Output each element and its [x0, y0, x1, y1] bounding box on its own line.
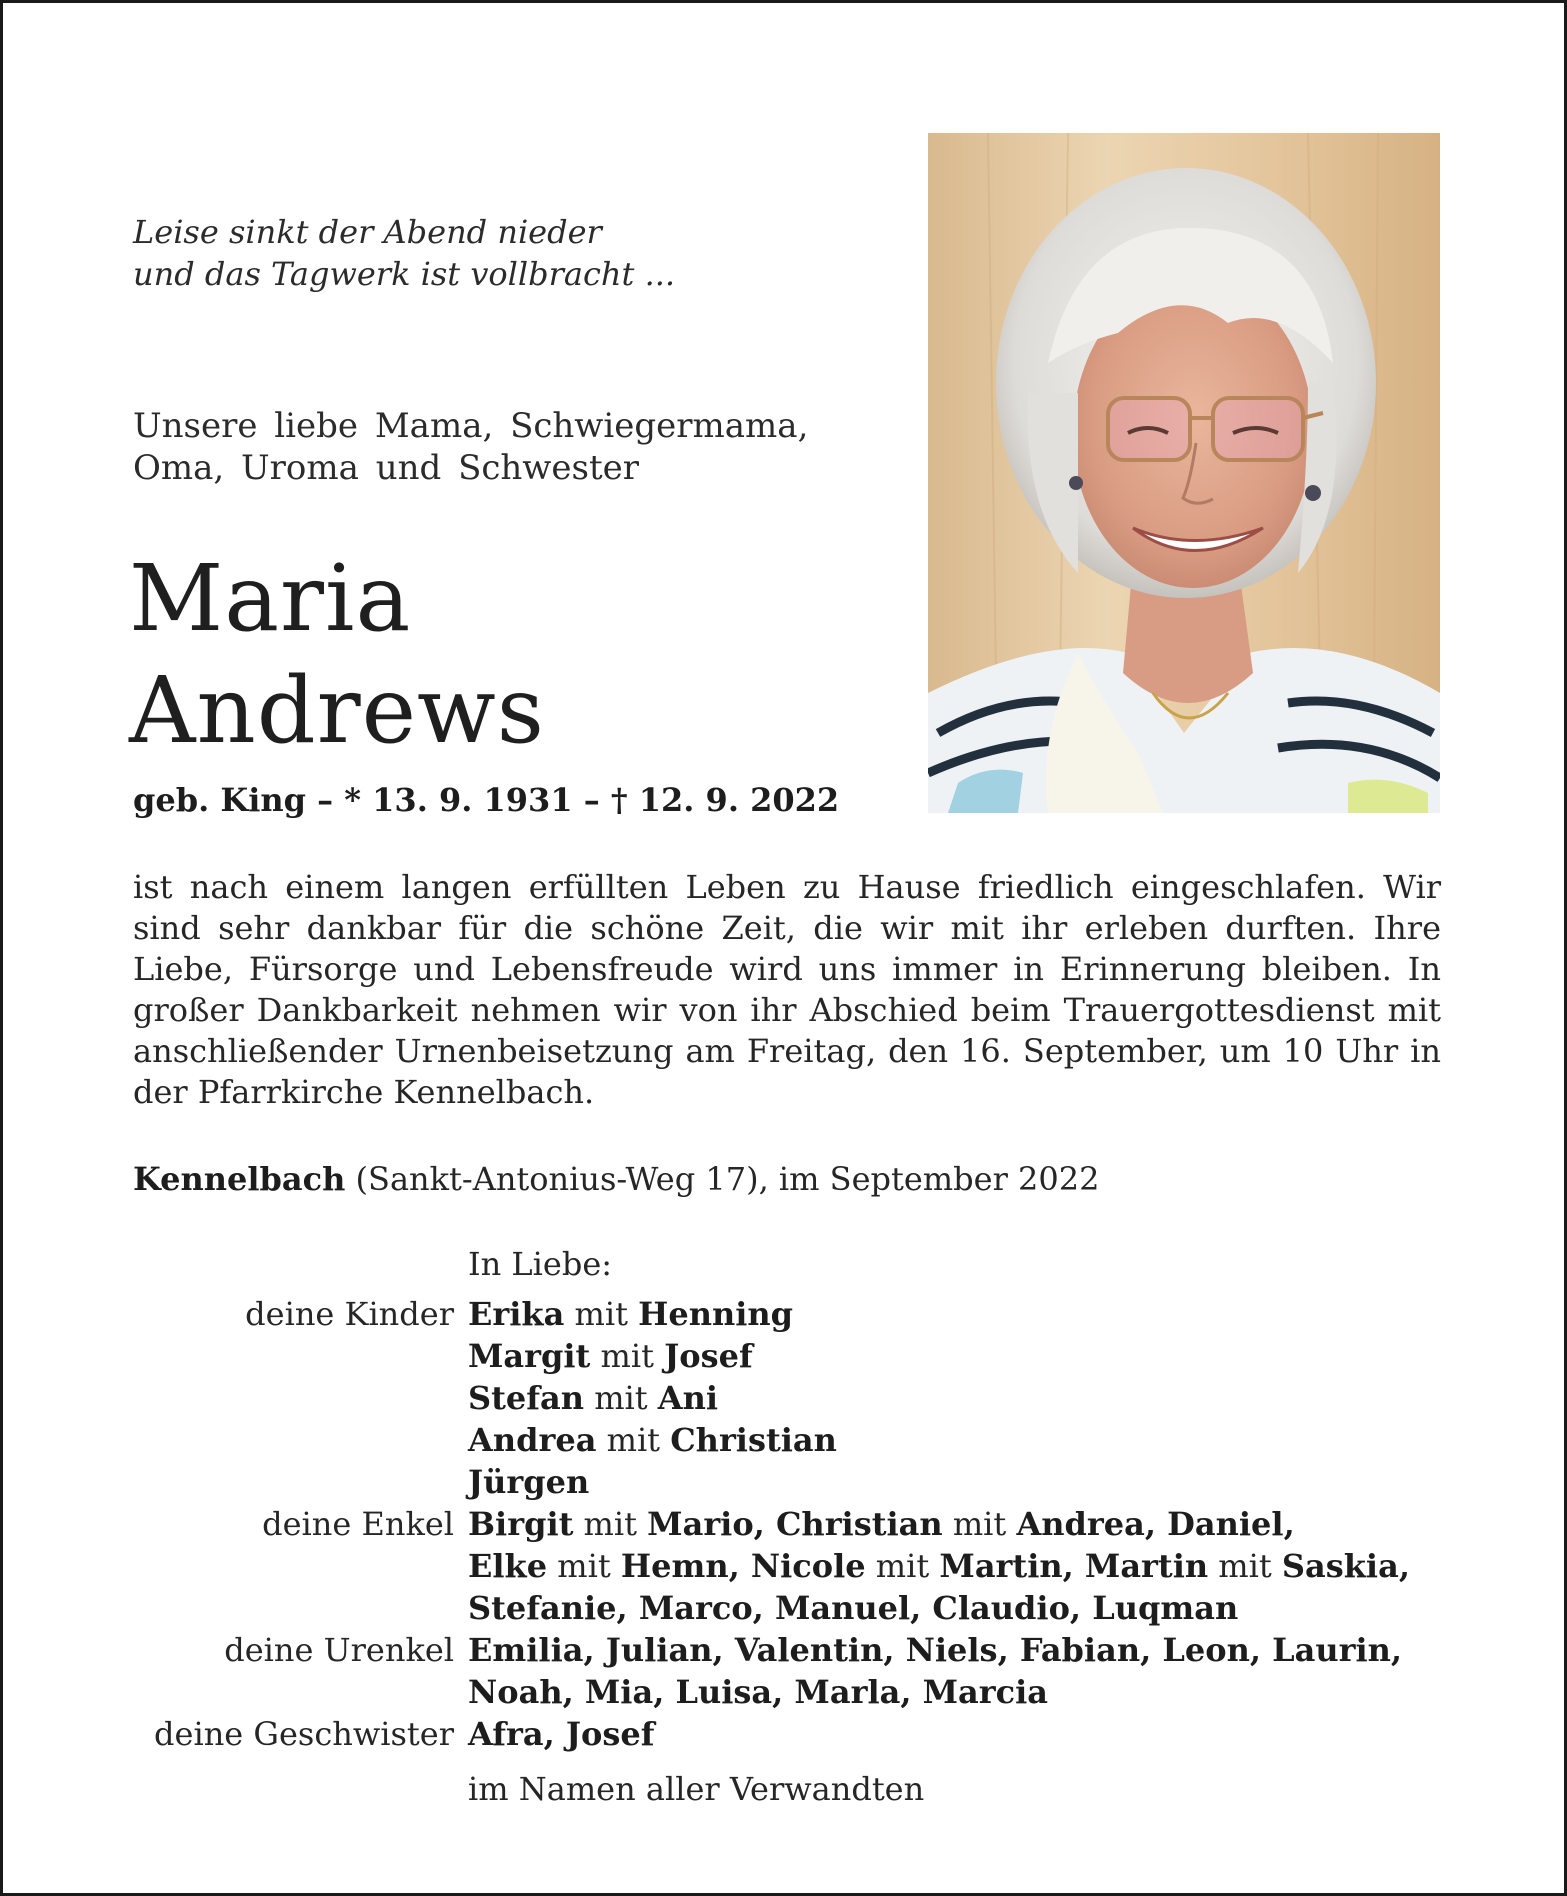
family-group: [3, 1293, 1567, 1503]
relative-name: Noah, Mia, Luisa, Marla, Marcia: [468, 1673, 1048, 1711]
obituary-body: ist nach einem langen erfüllten Leben zu Hause friedlich eingeschlafen. Wir sind sehr dankbar für die schöne Zeit, die wir mit ihr erleben durften. Ihre Liebe, Fürsorge und Lebensfreude wird uns immer in Erinnerung bleiben. In großer Dankbarkeit nehmen wir von ihr Abschied beim Trauergottesdienst mit anschließender Urnenbeisetzung am Freitag, den 16. September, um 10 Uhr in der Pfarrkirche Kennelbach.: [133, 868, 1441, 1111]
connector-text: mit: [590, 1337, 665, 1375]
family-group-label: deine Urenkel: [224, 1631, 454, 1669]
connector-text: mit: [573, 1505, 648, 1543]
connector-text: mit: [584, 1379, 658, 1417]
family-name-line: [468, 1671, 1528, 1713]
relative-name: Erika: [468, 1295, 565, 1333]
family-group-names: [468, 1629, 1528, 1713]
relative-name: Margit: [468, 1337, 591, 1375]
family-name-line: [468, 1629, 1528, 1671]
family-name-line: [468, 1545, 1528, 1587]
family-group-label: deine Kinder: [245, 1295, 454, 1333]
relative-name: Emilia, Julian, Valentin, Niels, Fabian, Leon, Laurin,: [468, 1631, 1403, 1669]
portrait-photo: [928, 133, 1440, 813]
intro-line: Oma, Uroma und Schwester: [133, 448, 640, 488]
intro-line: Unsere liebe Mama, Schwiegermama,: [133, 406, 809, 446]
relative-name: Jürgen: [468, 1463, 590, 1501]
place-address-date: (Sankt-Antonius-Weg 17), im September 2022: [345, 1160, 1100, 1198]
relative-name: Andrea: [468, 1421, 597, 1459]
family-name-line: [468, 1713, 1528, 1755]
connector-text: mit: [942, 1505, 1017, 1543]
relative-name: Stefan: [468, 1379, 585, 1417]
family-group-label: deine Geschwister: [154, 1715, 454, 1753]
family-name-line: [468, 1293, 1528, 1335]
intro-text: [133, 405, 808, 489]
relative-name: Stefanie, Marco, Manuel, Claudio, Luqman: [468, 1589, 1239, 1627]
connector-text: mit: [547, 1547, 621, 1585]
first-name: Maria: [129, 545, 412, 652]
poem-line: Leise sinkt der Abend nieder: [133, 213, 602, 251]
in-love-header: In Liebe:: [468, 1245, 613, 1283]
relative-name: Birgit: [468, 1505, 574, 1543]
connector-text: mit: [564, 1295, 639, 1333]
last-name: Andrews: [129, 657, 545, 764]
relative-name: Andrea, Daniel,: [1016, 1505, 1295, 1543]
connector-text: mit: [596, 1421, 671, 1459]
relative-name: Ani: [657, 1379, 719, 1417]
family-group: [3, 1629, 1567, 1713]
relative-name: Afra, Josef: [468, 1715, 655, 1753]
family-group: [3, 1503, 1567, 1629]
life-dates: geb. King – * 13. 9. 1931 – † 12. 9. 2022: [133, 781, 840, 819]
family-name-line: [468, 1587, 1528, 1629]
relative-name: Hemn, Nicole: [620, 1547, 866, 1585]
family-name-line: [468, 1335, 1528, 1377]
relative-name: Elke: [468, 1547, 548, 1585]
family-name-line: [468, 1503, 1528, 1545]
family-name-line: [468, 1377, 1528, 1419]
poem-verse: [133, 211, 675, 295]
relative-name: Josef: [664, 1337, 753, 1375]
place-town: Kennelbach: [133, 1160, 346, 1198]
family-group-label: deine Enkel: [262, 1505, 454, 1543]
family-group-names: [468, 1713, 1528, 1755]
family-name-line: [468, 1419, 1528, 1461]
place-date-line: [133, 1158, 1099, 1200]
relative-name: Mario, Christian: [647, 1505, 943, 1543]
family-group: [3, 1713, 1567, 1755]
connector-text: mit: [1208, 1547, 1282, 1585]
family-list: [3, 1293, 1567, 1755]
closing-line: im Namen aller Verwandten: [468, 1770, 925, 1808]
relative-name: Henning: [638, 1295, 794, 1333]
poem-line: und das Tagwerk ist vollbracht ...: [133, 255, 676, 293]
relative-name: Christian: [670, 1421, 837, 1459]
deceased-name: [129, 543, 545, 767]
family-name-line: [468, 1461, 1528, 1503]
family-group-names: [468, 1293, 1528, 1503]
connector-text: mit: [865, 1547, 940, 1585]
family-group-names: [468, 1503, 1528, 1629]
relative-name: Saskia,: [1281, 1547, 1410, 1585]
relative-name: Martin, Martin: [939, 1547, 1209, 1585]
